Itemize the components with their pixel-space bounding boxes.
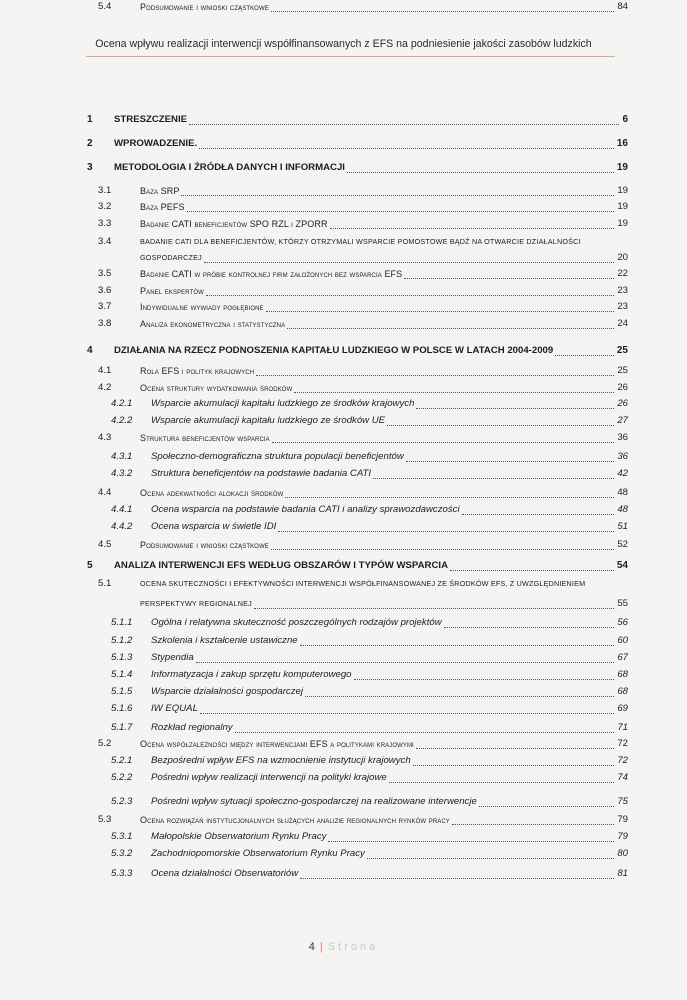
toc-entry[interactable]	[0, 344, 687, 358]
toc-title: Rozkład regionalny	[151, 722, 233, 733]
toc-leader-dots	[373, 464, 614, 479]
toc-leader-dots	[354, 665, 615, 680]
toc-leader-dots	[181, 181, 614, 196]
toc-number: 5.3.3	[111, 868, 133, 879]
toc-entry[interactable]	[0, 503, 687, 517]
toc-entry[interactable]	[0, 813, 687, 827]
toc-entry[interactable]	[0, 685, 687, 699]
toc-entry[interactable]	[0, 113, 687, 127]
toc-title: Zachodniopomorskie Obserwatorium Rynku Pracy	[151, 848, 365, 859]
page-footer	[0, 941, 687, 953]
toc-title: Panel ekspertów	[140, 286, 204, 296]
running-header: Ocena wpływu realizacji interwencji współfinansowanych z EFS na podniesienie jakości zasobów ludzkich	[95, 38, 592, 50]
toc-number: 5.3.1	[111, 831, 133, 842]
toc-number: 5.2.3	[111, 796, 133, 807]
toc-entry[interactable]	[0, 847, 687, 861]
toc-title: Społeczno-demograficzna struktura populacji beneficjentów	[151, 451, 404, 462]
toc-page-number: 26	[617, 382, 628, 393]
toc-leader-dots	[199, 134, 614, 149]
toc-leader-dots	[200, 699, 614, 714]
toc-number: 1	[87, 114, 93, 125]
toc-entry[interactable]	[0, 771, 687, 785]
toc-entry[interactable]	[0, 520, 687, 534]
toc-number: 5.1.1	[111, 617, 133, 628]
toc-entry[interactable]	[0, 317, 687, 331]
toc-title: METODOLOGIA I ŹRÓDŁA DANYCH I INFORMACJI	[114, 162, 345, 173]
toc-page-number: 22	[617, 268, 628, 279]
toc-number: 5.1.7	[111, 722, 133, 733]
toc-number: 5.1	[98, 578, 112, 589]
toc-title: Wsparcie działalności gospodarczej	[151, 686, 303, 697]
toc-title: Baza SRP	[140, 186, 180, 196]
toc-number: 3.3	[98, 218, 112, 229]
toc-title-continuation: PERSPEKTYWY REGIONALNEJ	[140, 599, 252, 608]
toc-title: Ocena struktury wydatkowania środków	[140, 383, 293, 393]
toc-leader-dots	[450, 556, 614, 571]
toc-leader-dots	[404, 264, 614, 279]
toc-page-number: 68	[617, 686, 628, 697]
toc-entry[interactable]	[0, 137, 687, 151]
toc-number: 4.4.1	[111, 504, 133, 515]
toc-title: OCENA SKUTECZNOŚCI I EFEKTYWNOŚCI INTERWENCJI WSPÓŁFINANSOWANEJ ZE ŚRODKÓW EFS, Z UWZGLĘDNIENIEM	[140, 579, 586, 588]
toc-title: Indywidualne wywiady pogłębione	[140, 302, 264, 312]
toc-page-number: 6	[622, 114, 628, 125]
toc-number: 4.1	[98, 365, 112, 376]
toc-page-number: 19	[617, 218, 628, 229]
toc-page-number: 51	[617, 521, 628, 532]
toc-leader-dots	[294, 378, 614, 393]
toc-page-number: 56	[617, 617, 628, 628]
toc-number: 3.6	[98, 285, 112, 296]
toc-page-number: 27	[617, 415, 628, 426]
toc-entry[interactable]	[0, 754, 687, 768]
toc-number: 3.1	[98, 185, 112, 196]
toc-entry[interactable]	[0, 538, 687, 552]
toc-leader-dots	[479, 792, 615, 807]
toc-number: 4.2.1	[111, 398, 133, 409]
toc-title: Stypendia	[151, 652, 194, 663]
toc-number: 3	[87, 162, 93, 173]
toc-entry[interactable]	[0, 217, 687, 231]
toc-page-number: 19	[616, 162, 628, 173]
toc-number: 2	[87, 138, 93, 149]
toc-page-number: 25	[617, 365, 628, 376]
toc-leader-dots	[266, 297, 615, 312]
toc-leader-dots	[462, 500, 615, 515]
toc-number: 4.3.1	[111, 451, 133, 462]
toc-title: Ocena rozwiązań instytucjonalnych służących analizie regionalnych rynków pracy	[140, 815, 450, 825]
header-divider	[86, 56, 615, 57]
toc-title: BADANIE CATI DLA BENEFICJENTÓW, KTÓRZY OTRZYMALI WSPARCIE POMOSTOWE BĄDŹ NA OTWARCIE DZIAŁALNOŚCI	[140, 237, 581, 246]
toc-entry[interactable]	[0, 414, 687, 428]
toc-entry[interactable]	[0, 300, 687, 314]
toc-title: Pośredni wpływ sytuacji społeczno-gospodarczej na realizowane interwencje	[151, 796, 477, 807]
toc-number: 4.5	[98, 539, 112, 550]
toc-leader-dots	[271, 535, 615, 550]
toc-entry[interactable]	[0, 184, 687, 198]
toc-leader-dots	[406, 447, 615, 462]
toc-number: 5.1.3	[111, 652, 133, 663]
toc-leader-dots	[300, 631, 615, 646]
toc-page-number: 79	[617, 831, 628, 842]
toc-page-number: 25	[616, 345, 628, 356]
toc-page-number: 81	[617, 868, 628, 879]
toc-page-number: 79	[617, 814, 628, 825]
toc-title: Badanie CATI w próbie kontrolnej firm założonych bez wsparcia EFS	[140, 269, 403, 279]
toc-entry[interactable]	[0, 364, 687, 378]
toc-leader-dots	[305, 682, 614, 697]
toc-title: Szkolenia i kształcenie ustawiczne	[151, 635, 298, 646]
toc-page-number: 19	[617, 185, 628, 196]
toc-page-number: 20	[617, 252, 628, 263]
toc-number: 5.1.5	[111, 686, 133, 697]
toc-title-continuation: GOSPODARCZEJ	[140, 253, 202, 262]
toc-entry[interactable]	[0, 634, 687, 648]
toc-title: Bezpośredni wpływ EFS na wzmocnienie instytucji krajowych	[151, 755, 411, 766]
footer-separator: |	[319, 941, 323, 953]
toc-leader-dots	[272, 428, 615, 443]
toc-entry-continuation[interactable]	[0, 251, 687, 265]
toc-entry[interactable]	[0, 284, 687, 298]
toc-leader-dots	[196, 648, 615, 663]
toc-number: 5.2	[98, 738, 112, 749]
toc-title: IW EQUAL	[151, 703, 198, 714]
toc-entry[interactable]	[0, 830, 687, 844]
toc-page-number: 26	[617, 398, 628, 409]
toc-entry[interactable]	[0, 867, 687, 881]
toc-page-number: 84	[617, 1, 628, 12]
toc-title: Struktura beneficjentów na podstawie badania CATI	[151, 468, 372, 479]
toc-title: ANALIZA INTERWENCJI EFS WEDŁUG OBSZARÓW I TYPÓW WSPARCIA	[114, 560, 448, 571]
toc-page-number: 48	[617, 487, 628, 498]
toc-leader-dots	[271, 0, 615, 12]
toc-entry[interactable]	[0, 577, 687, 591]
toc-title: Pośredni wpływ realizacji interwencji na polityki krajowe	[151, 772, 387, 783]
toc-number: 5.2.1	[111, 755, 133, 766]
toc-leader-dots	[278, 517, 614, 532]
toc-number: 3.7	[98, 301, 112, 312]
toc-page-number: 67	[617, 652, 628, 663]
toc-page-number: 52	[617, 539, 628, 550]
toc-entry[interactable]	[0, 161, 687, 175]
toc-number: 3.5	[98, 268, 112, 279]
toc-title: Wsparcie akumulacji kapitału ludzkiego ze środków krajowych	[151, 398, 415, 409]
toc-page-number: 24	[617, 318, 628, 329]
toc-entry[interactable]	[0, 651, 687, 665]
toc-leader-dots	[387, 411, 614, 426]
page-number: 4	[308, 941, 315, 953]
toc-page-number: 74	[617, 772, 628, 783]
toc-number: 3.2	[98, 201, 112, 212]
toc-title: STRESZCZENIE	[114, 114, 188, 125]
toc-leader-dots	[256, 361, 614, 376]
toc-page-number: 68	[617, 669, 628, 680]
toc-number: 4.3	[98, 432, 112, 443]
toc-number: 4.4.2	[111, 521, 133, 532]
toc-page-number: 36	[617, 451, 628, 462]
toc-entry[interactable]	[0, 0, 687, 14]
toc-entry[interactable]	[0, 668, 687, 682]
toc-number: 3.4	[98, 236, 112, 247]
toc-leader-dots	[413, 751, 615, 766]
toc-title: Małopolskie Obserwatorium Rynku Pracy	[151, 831, 327, 842]
toc-title: Ocena wsparcia w świetle IDI	[151, 521, 277, 532]
toc-title: DZIAŁANIA NA RZECZ PODNOSZENIA KAPITAŁU LUDZKIEGO W POLSCE W LATACH 2004-2009	[114, 345, 554, 356]
toc-number: 5.1.6	[111, 703, 133, 714]
toc-entry[interactable]	[0, 431, 687, 445]
toc-title: Rola EFS i polityk krajowych	[140, 366, 255, 376]
toc-page-number: 19	[617, 201, 628, 212]
toc-title: Badanie CATI beneficjentów SPO RZL i ZPORR	[140, 219, 328, 229]
toc-number: 5.2.2	[111, 772, 133, 783]
toc-entry[interactable]	[0, 381, 687, 395]
toc-page-number: 42	[617, 468, 628, 479]
footer-word: Strona	[327, 941, 379, 953]
toc-title: Podsumowanie i wnioski cząstkowe	[140, 540, 269, 550]
toc-title: Ocena adekwatności alokacji środków	[140, 488, 284, 498]
toc-page-number: 75	[617, 796, 628, 807]
toc-number: 4.2	[98, 382, 112, 393]
toc-leader-dots	[254, 594, 614, 609]
toc-number: 5.3	[98, 814, 112, 825]
toc-number: 5	[87, 560, 93, 571]
toc-leader-dots	[416, 734, 615, 749]
toc-number: 4.3.2	[111, 468, 133, 479]
toc-leader-dots	[416, 394, 614, 409]
toc-leader-dots	[452, 810, 614, 825]
toc-number: 5.3.2	[111, 848, 133, 859]
toc-entry[interactable]	[0, 721, 687, 735]
toc-page-number: 71	[617, 722, 628, 733]
toc-leader-dots	[555, 341, 614, 356]
toc-page-number: 23	[617, 301, 628, 312]
toc-entry[interactable]	[0, 467, 687, 481]
toc-page-number: 55	[617, 598, 628, 609]
toc-entry-continuation[interactable]	[0, 597, 687, 611]
toc-page-number: 72	[617, 755, 628, 766]
toc-leader-dots	[330, 214, 615, 229]
toc-leader-dots	[204, 248, 614, 263]
toc-number: 4.2.2	[111, 415, 133, 426]
toc-page-number: 48	[617, 504, 628, 515]
toc-leader-dots	[328, 827, 614, 842]
toc-leader-dots	[285, 483, 614, 498]
toc-number: 3.8	[98, 318, 112, 329]
toc-entry[interactable]	[0, 267, 687, 281]
toc-number: 5.1.4	[111, 669, 133, 680]
toc-page-number: 36	[617, 432, 628, 443]
toc-entry[interactable]	[0, 737, 687, 751]
toc-entry[interactable]	[0, 450, 687, 464]
toc-number: 4	[87, 345, 93, 356]
toc-leader-dots	[389, 768, 615, 783]
toc-number: 5.4	[98, 1, 112, 12]
toc-leader-dots	[235, 718, 615, 733]
toc-leader-dots	[367, 844, 615, 859]
toc-title: Struktura beneficjentów wsparcia	[140, 433, 270, 443]
toc-title: Baza PEFS	[140, 202, 185, 212]
toc-title: Ocena działalności Obserwatoriów	[151, 868, 299, 879]
toc-title: Podsumowanie i wnioski cząstkowe	[140, 2, 269, 12]
toc-page-number: 69	[617, 703, 628, 714]
toc-entry[interactable]	[0, 616, 687, 630]
toc-title: Analiza ekonometryczna i statystyczna	[140, 319, 286, 329]
toc-page-number: 54	[616, 560, 628, 571]
toc-leader-dots	[187, 197, 615, 212]
toc-title: Informatyzacja i zakup sprzętu komputerowego	[151, 669, 352, 680]
toc-entry[interactable]	[0, 397, 687, 411]
toc-title: WPROWADZENIE.	[114, 138, 198, 149]
toc-leader-dots	[206, 281, 614, 296]
toc-entry[interactable]	[0, 200, 687, 214]
toc-page-number: 23	[617, 285, 628, 296]
toc-leader-dots	[347, 158, 614, 173]
toc-entry[interactable]	[0, 486, 687, 500]
toc-page-number: 60	[617, 635, 628, 646]
toc-title: Ocena wsparcia na podstawie badania CATI i analizy sprawozdawczości	[151, 504, 460, 515]
toc-title: Ocena współzależności między interwencjami EFS a politykami krajowymi	[140, 739, 414, 749]
toc-leader-dots	[287, 314, 614, 329]
toc-number: 4.4	[98, 487, 112, 498]
toc-page-number: 16	[616, 138, 628, 149]
toc-leader-dots	[444, 613, 615, 628]
toc-leader-dots	[189, 110, 619, 125]
toc-entry[interactable]	[0, 795, 687, 809]
toc-title: Ogólna i relatywna skuteczność poszczególnych rodzajów projektów	[151, 617, 442, 628]
toc-entry[interactable]	[0, 235, 687, 249]
toc-entry[interactable]	[0, 702, 687, 716]
toc-title: Wsparcie akumulacji kapitału ludzkiego ze środków UE	[151, 415, 386, 426]
toc-page-number: 72	[617, 738, 628, 749]
toc-page-number: 80	[617, 848, 628, 859]
toc-number: 5.1.2	[111, 635, 133, 646]
toc-leader-dots	[300, 864, 614, 879]
toc-entry[interactable]	[0, 559, 687, 573]
